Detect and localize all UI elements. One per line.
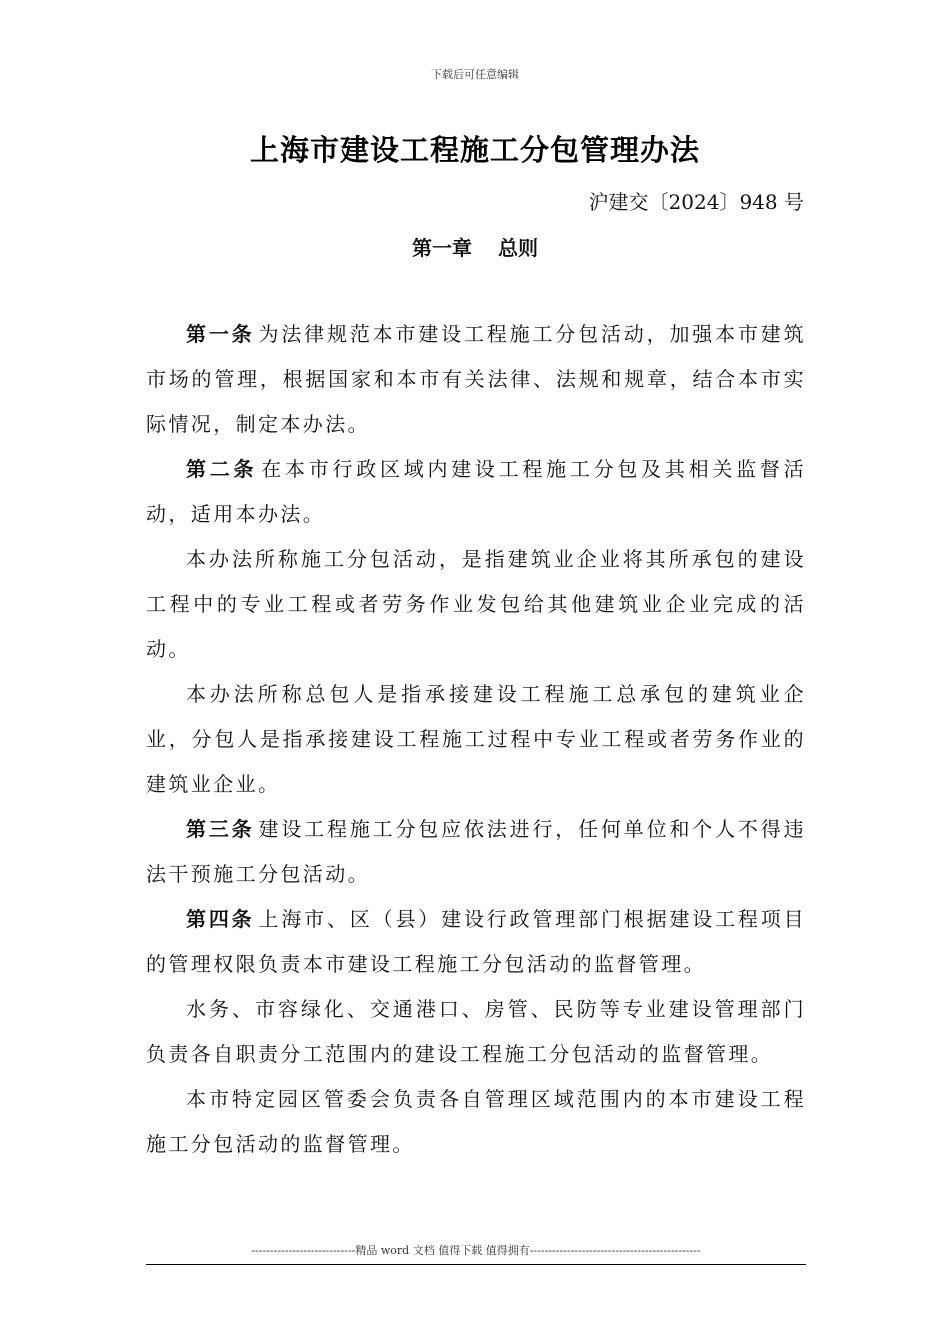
document-title: 上海市建设工程施工分包管理办法 xyxy=(249,133,700,167)
paragraph-text: 本办法所称总包人是指承接建设工程施工总承包的建筑业企业，分包人是指承接建设工程施工过程中专业工程或者劳务作业的建筑业企业。 xyxy=(146,682,806,796)
header-note: 下载后可任意编辑 xyxy=(431,68,519,81)
paragraph-text: 本办法所称施工分包活动，是指建筑业企业将其所承包的建设工程中的专业工程或者劳务作业发包给其他建筑业企业完成的活动。 xyxy=(146,547,806,661)
paragraph-text: 上海市、区（县）建设行政管理部门根据建设工程项目的管理权限负责本市建设工程施工分包活动的监督管理。 xyxy=(146,907,806,976)
paragraph xyxy=(146,312,806,447)
chapter-number: 第一章 xyxy=(412,236,472,260)
paragraph-text: 为法律规范本市建设工程施工分包活动，加强本市建筑市场的管理，根据国家和本市有关法律、法规和规章，结合本市实际情况，制定本办法。 xyxy=(146,322,806,436)
article-label: 第四条 xyxy=(186,907,255,931)
footer-banner: ----------------------------精品 word 文档 值得下载 值得拥有---------------------------------------------- xyxy=(146,1242,806,1265)
article-label: 第二条 xyxy=(186,457,258,481)
paragraph xyxy=(146,807,806,897)
paragraph-text: 在本市行政区域内建设工程施工分包及其相关监督活动，适用本办法。 xyxy=(146,457,806,526)
chapter-heading xyxy=(0,232,950,261)
document-body xyxy=(146,312,806,1167)
paragraph-text: 建设工程施工分包应依法进行，任何单位和个人不得违法干预施工分包活动。 xyxy=(146,817,806,886)
paragraph xyxy=(146,447,806,537)
article-label: 第一条 xyxy=(186,322,255,346)
document-number: 沪建交〔2024〕948 号 xyxy=(588,190,804,214)
paragraph xyxy=(146,987,806,1077)
article-label: 第三条 xyxy=(186,817,255,841)
paragraph-text: 水务、市容绿化、交通港口、房管、民防等专业建设管理部门负责各自职责分工范围内的建设工程施工分包活动的监督管理。 xyxy=(146,997,806,1066)
paragraph xyxy=(146,1077,806,1167)
paragraph xyxy=(146,897,806,987)
paragraph xyxy=(146,672,806,807)
paragraph-text: 本市特定园区管委会负责各自管理区域范围内的本市建设工程施工分包活动的监督管理。 xyxy=(146,1087,806,1156)
paragraph xyxy=(146,537,806,672)
chapter-name: 总则 xyxy=(498,236,538,260)
